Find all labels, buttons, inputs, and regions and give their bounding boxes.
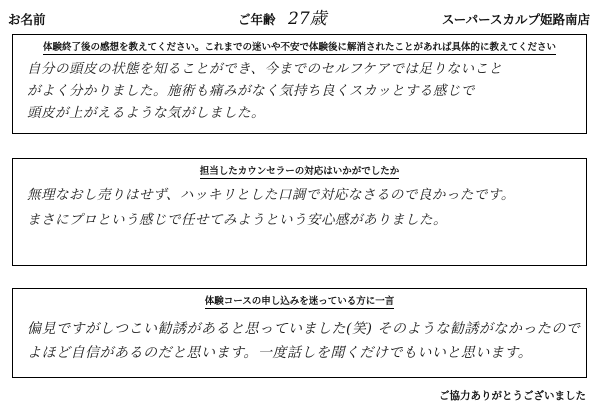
answer-line: よほど自信があるのだと思います。一度話しを聞くだけでもいいと思います。 <box>27 345 533 361</box>
name-label: お名前 <box>8 12 46 27</box>
advice-answer <box>13 317 586 365</box>
age-value: 27歳 <box>288 9 327 29</box>
advice-question-text: 体験コースの申し込みを迷っている方に一言 <box>204 296 395 307</box>
answer-line: がよく分かりました。施術も痛みがなく気持ち良くスカッとする感じで <box>27 83 475 99</box>
answer-line: まさにプロという感じで任せてみようという安心感がありました。 <box>27 212 447 228</box>
counselor-question <box>13 163 586 177</box>
thanks-note: ご協力ありがとうございました <box>439 390 586 402</box>
counselor-section <box>12 158 587 266</box>
age-label: ご年齢 <box>238 12 276 27</box>
answer-line: 自分の頭皮の状態を知ることができ、今までのセルフケアでは足りないこと <box>27 61 503 77</box>
counselor-question-text: 担当したカウンセラーの対応はいかがでしたか <box>199 166 400 177</box>
impression-section <box>12 34 587 134</box>
shop-name: スーパースカルプ姫路南店 <box>441 12 590 27</box>
answer-line: 無理なおし売りはせず、ハッキリとした口調で対応なさるので良かったです。 <box>27 187 515 203</box>
answer-line: 偏見ですがしつこい勧誘があると思っていました(笑) そのような勧誘がなかったので <box>27 321 581 337</box>
advice-question <box>13 293 586 307</box>
impression-question <box>13 39 586 53</box>
impression-answer <box>13 58 586 124</box>
counselor-answer <box>13 183 586 233</box>
advice-section <box>12 288 587 378</box>
impression-question-text: 体験終了後の感想を教えてください。これまでの迷いや不安で体験後に解消されたことがあれば具体的に教えてください <box>42 42 556 53</box>
answer-line: 頭皮が上がえるような気がしました。 <box>27 105 265 121</box>
